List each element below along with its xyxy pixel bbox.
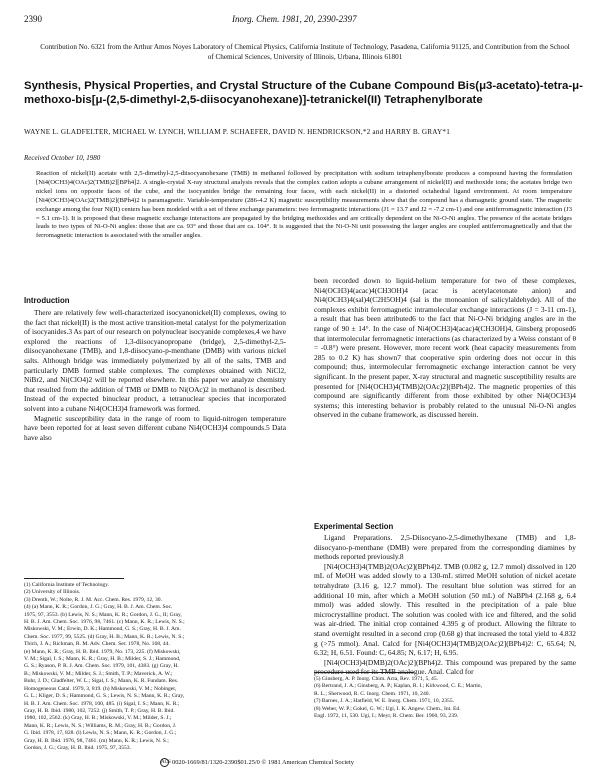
footnote-line: G. Ibid. 1978, 17, 828. (l) Lewis, N. S.; Mann, K. R.; Gordon, J. G.; bbox=[24, 730, 177, 737]
footnote-line: Gray, H. B. Ibid. 1980, 102, 7252. (j) Smith, T. P.; Gray, H. B. Ibid. bbox=[24, 707, 175, 714]
journal-citation: Inorg. Chem. 1981, 20, 2390-2397 bbox=[232, 14, 357, 24]
footnotes-left bbox=[24, 582, 286, 752]
footnote-divider bbox=[24, 578, 124, 579]
copyright-line: 0020-1669/81/1320-2390$01.25/0 © 1981 American Chemical Society bbox=[172, 758, 354, 766]
experimental-paragraph-2: [Ni4(OCH3)4(TMB)2(OAc)2](BPh4)2. TMB (0.082 g, 12.7 mmol) dissolved in 120 mL of MeOH was added slowly to a 130-mL stirred MeOH solution of nickel acetate tetrahydrate (3.16 g, 12.7 mmol). The resultant blue solution was stirred for an additional 10 min, after which a MeOH solution (50 mL) of NaBPh4 (2.168 g, 6.4 mmol) was added slowly. This resulted in the precipitation of a pale blue microcrystalline product. The solution was cooled with ice and filtered, and the solid was air-dried. The initial crop contained 4.395 g of product. Allowing the filtrate to stand overnight resulted in a second crop (0.68 g) that increased the total yield to 4.832 g (>75 mmol). Anal. Calcd for [Ni4(OCH3)4(TMB)2(OAc)2](BPh4)2: C, 65.64; N, 6.32; H, 6.51. Found: C, 64.85; N, 6.17; H, 6.95. bbox=[314, 561, 576, 658]
footnote-line: Buhr, J. D.; Gladfelter, W. L.; Sigal, I. S.; Mann, K. R. Fundam. Res. bbox=[24, 678, 179, 685]
footnote-line: (e) Mann, K. R.; Gray, H. B. Ibid. 1979, No. 173, 225. (f) Miskowski, bbox=[24, 648, 181, 655]
experimental-paragraph-1: Ligand Preparations. 2,5-Diisocyano-2,5-dimethylhexane (TMB) and 1,8-diisocyano-p-menthane (DMB) were prepared from the corresponding diamines by methods reported previously.8 bbox=[314, 533, 576, 562]
page-number: 2390 bbox=[24, 14, 42, 24]
footnote-line: V. M.; Sigal, I. S.; Mann, K. R.; Gray, H. B.; Milder, S. J.; Hammond, bbox=[24, 656, 181, 663]
footnote-line: Mann, K. R.; Lewis, N. S.; Williams, R. M.; Gray, H. B.; Gordon, J. bbox=[24, 722, 177, 729]
intro-paragraph-1: There are relatively few well-characterized isocyanonickel(II) complexes, owing to the fact that nickel(II) is the most active transition-metal catalyst for the polymerization of isocyanides.3 As part of our research on polynuclear isocyanide complexes,4 we have explored the reactions of 1,3-diisocyanopropane (bridge), 2,5-dimethyl-2,5-diisocyanohexane (TMB), and 1,8-diisocyano-p-menthane (DMB) with various nickel salts. Although bridge was immediately polymerized by all of the salts, TMB and particularly DMB formed stable complexes. The complexes obtained with NiCl2, NiBr2, and Ni(ClO4)2 will be reported elsewhere. In this paper we analyze chemistry that resulted from the addition of TMB or DMB to Ni(OAc)2 in methanol is described. Instead of the expected binuclear product, a tetranuclear species that incorporated solvent into a cubane Ni4(OCH3)4 framework was formed. bbox=[24, 308, 286, 413]
footnote-line: (1) California Institute of Technology. bbox=[24, 582, 110, 588]
footnote-line: 1980, 102, 2562. (k) Gray, H. B.; Miskowski, V. M.; Milder, S. J.; bbox=[24, 715, 172, 722]
footnote-line: G. L.; Kliger, D. S.; Hammond, G. S.; Lewis, N. S.; Mann, K. R.; Gray, bbox=[24, 693, 185, 700]
acs-logo-icon: ACS bbox=[161, 760, 171, 765]
footnote-line: (4) (a) Mann, K. R.; Gordon, J. G.; Gray, H. B. J. Am. Chem. Soc. bbox=[24, 604, 173, 611]
footnote-line: Gray, H. B. Ibid. 1976, 98, 7461. (m) Mann, K. R.; Lewis, N. S.; bbox=[24, 737, 169, 744]
introduction-heading: Introduction bbox=[24, 296, 70, 305]
left-column bbox=[24, 308, 286, 442]
footnote-line: (2) University of Illinois. bbox=[24, 589, 81, 596]
footnote-line: Homogeneous Catal. 1979, 3, 819. (h) Miskowski, V. M.; Nobinger, bbox=[24, 685, 177, 692]
footnote-line: (7) Barnes, J. A.; Hatfield, W. E. Inorg. Chem. 1971, 10, 2355. bbox=[314, 698, 455, 705]
experimental-heading: Experimental Section bbox=[314, 522, 394, 531]
footnote-line: Chem. Soc. 1977, 99, 5525. (d) Gray, H. B.; Mann, K. R.; Lewis, N. S.; bbox=[24, 633, 185, 640]
footnote-line: H. B. J. Am. Chem. Soc. 1978, 100, 485. (i) Sigal, I. S.; Mann, K. R.; bbox=[24, 700, 180, 707]
right-paragraph-1: been recorded down to liquid-helium temperature for two of these complexes, Ni4(OCH3)4(acac)4(CH3OH)4 (acac is acetylacetonate anion) and Ni4(OCH3)4(sal)4(C2H5OH)4 (sal is the monoanion of salicylaldehyde). All of the complexes exhibit ferromagnetic intramolecular exchange interactions (J = 3-11 cm-1), a result that has been attributed6 to the fact that Ni-O-Ni bridging angles are in the range of 90 ± 14°. In the case of Ni4(OCH3)4(acac)4(CH3OH)4, Ginsberg proposed6 that intermolecular ferromagnetic interactions (as characterized by a Weiss constant of θ = -0.8°) were present. However, more recent work (heat capacity measurements from 285 to 0.2 K) has shown7 that cooperative spin ordering does not occur in this compound; thus, intermolecular ferromagnetic exchange interaction cannot be very significant. In the present paper, X-ray structural and magnetic susceptibility results are presented for [Ni4(OCH3)4(TMB)2(OAc)2](BPh4)2. The magnetic properties of this compound are significantly different from those exhibited by other Ni4(OCH3)4 systems; this interesting behavior is probably related to the unusual Ni-O-Ni angles observed in the cubane framework, as discussed herein. bbox=[314, 276, 576, 420]
footnote-line: B.; Miskowski, V. M.; Milder, S. J.; Smith, T. P.; Maverick, A. W.; bbox=[24, 670, 173, 677]
footnote-line: H. B. J. Am. Chem. Soc. 1976, 98, 7461. (c) Mann, K. R.; Lewis, N. S.; bbox=[24, 619, 185, 626]
experimental-paragraph-3: [Ni4(OCH3)4(DMB)2(OAc)2](BPh4)2. This compound was prepared by the same procedure used for its TMB analogue. Anal. Calcd for bbox=[314, 657, 576, 677]
abstract: Reaction of nickel(II) acetate with 2,5-dimethyl-2,5-diisocyanohexane (TMB) in methanol followed by precipitation with sodium tetraphenylborate produces a compound having the formulation [Ni4(OCH3)4(OAc)2(TMB)2][BPh4]2. A single-crystal X-ray structural analysis reveals that the complex cation adopts a cubane arrangement of nickel(II) and methoxide ions; the acetates bridge two nickel ions on opposite faces of the cube, and the isocyanides bridge the remaining four faces, with each nickel(II) in a distorted octahedral ligand environment. At room temperature [Ni4(OCH3)4(OAc)2(TMB)2](BPh4)2 is paramagnetic. Variable-temperature (286-4.2 K) magnetic susceptibility measurements show that the compound has a diamagnetic ground state. The magnetic exchange among the four Ni(II) centers has been modeled with a set of three exchange parameters: two ferromagnetic interactions (J1 = 13.7 and J2 = -7.2 cm-1) and one antiferromagnetic interaction (J3 = 5.1 cm-1). It is proposed that these magnetic exchange interactions are propagated by the bridging methoxides and are critically dependent on the Ni-O-Ni angles. The presence of the acetate bridges leads to two types of Ni-O-Ni angles: those that are ca. 93° and those that are ca. 104°. It is suggested that the Ni-O-Ni unit possessing the larger angles are coupled antiferromagnetically and that the ferromagnetic interaction is associated with the smaller angles. bbox=[36, 170, 572, 240]
footnote-line: (6) Bertrand, J. A.; Ginsberg, A. P.; Kaplan, R. I.; Kirkwood, C. E.; Martin, bbox=[314, 683, 483, 690]
author-list: WAYNE L. GLADFELTER, MICHAEL W. LYNCH, WILLIAM P. SCHAEFER, DAVID N. HENDRICKSON,*2 and HARRY B. GRAY*1 bbox=[24, 128, 450, 136]
received-date: Received October 10, 1980 bbox=[24, 154, 101, 162]
footnote-line: (3) Drenth, W.; Nolte, R. J. M. Acc. Chem. Res. 1979, 12, 30. bbox=[24, 596, 162, 603]
footnote-line: G. S.; Ryason, P. R. J. Am. Chem. Soc. 1979, 101, 4383. (g) Gray, H. bbox=[24, 663, 179, 670]
footnote-line: Thich, J. A.; Richman, R. M. Adv. Chem. Ser. 1978, No. 168, 44. bbox=[24, 641, 170, 648]
footnote-line: (5) Ginsberg, A. P. Inorg. Chim. Acta, Rev. 1971, 5, 45. bbox=[314, 676, 439, 682]
footnote-line: 1975, 97, 3553. (b) Lewis, N. S.; Mann, K. R.; Gordon, J. G., II; Gray, bbox=[24, 611, 182, 618]
footnote-line: R. L.; Sherwood, R. C. Inorg. Chem. 1971, 10, 240. bbox=[314, 690, 430, 697]
footnote-line: (8) Weber, W. P.; Gokel, G. W.; Ugi, I. K. Angew. Chem., Int. Ed. bbox=[314, 705, 461, 712]
article-title: Synthesis, Physical Properties, and Crystal Structure of the Cubane Compound Bis(μ3-acetato)-tetra-μ-methoxo-bis[μ-(2,5-dimethyl-2,5-diisocyanohexane)]-tetranickel(II) Tetraphenylborate bbox=[24, 80, 583, 106]
experimental-column bbox=[314, 533, 576, 677]
footnote-line: Engl. 1972, 11, 530. Ugi, I.; Meyr, R. Chem. Ber. 1960, 93, 239. bbox=[314, 713, 459, 720]
footnote-line: Gordon, J. G.; Gray, H. B. Ibid. 1975, 97, 3553. bbox=[24, 744, 131, 751]
footnotes-right bbox=[314, 676, 576, 720]
page-footer bbox=[160, 758, 354, 767]
right-column bbox=[314, 276, 576, 420]
intro-paragraph-2: Magnetic susceptibility data in the range of room to liquid-nitrogen temperature have been reported for at least seven different cubane Ni4(OCH3)4 compounds.5 Data have also bbox=[24, 413, 286, 442]
footnote-divider-right bbox=[314, 672, 414, 673]
footnote-line: Miskowski, V. M.; Erwin, D. K.; Hammond, G. S.; Gray, H. B. J. Am. bbox=[24, 626, 181, 633]
contribution-note: Contribution No. 6321 from the Arthur Amos Noyes Laboratory of Chemical Physics, California Institute of Technology, Pasadena, California 91125, and Contribution from the School of Chemical Sciences, University of Illinois, Urbana, Illinois 61801 bbox=[40, 43, 570, 61]
